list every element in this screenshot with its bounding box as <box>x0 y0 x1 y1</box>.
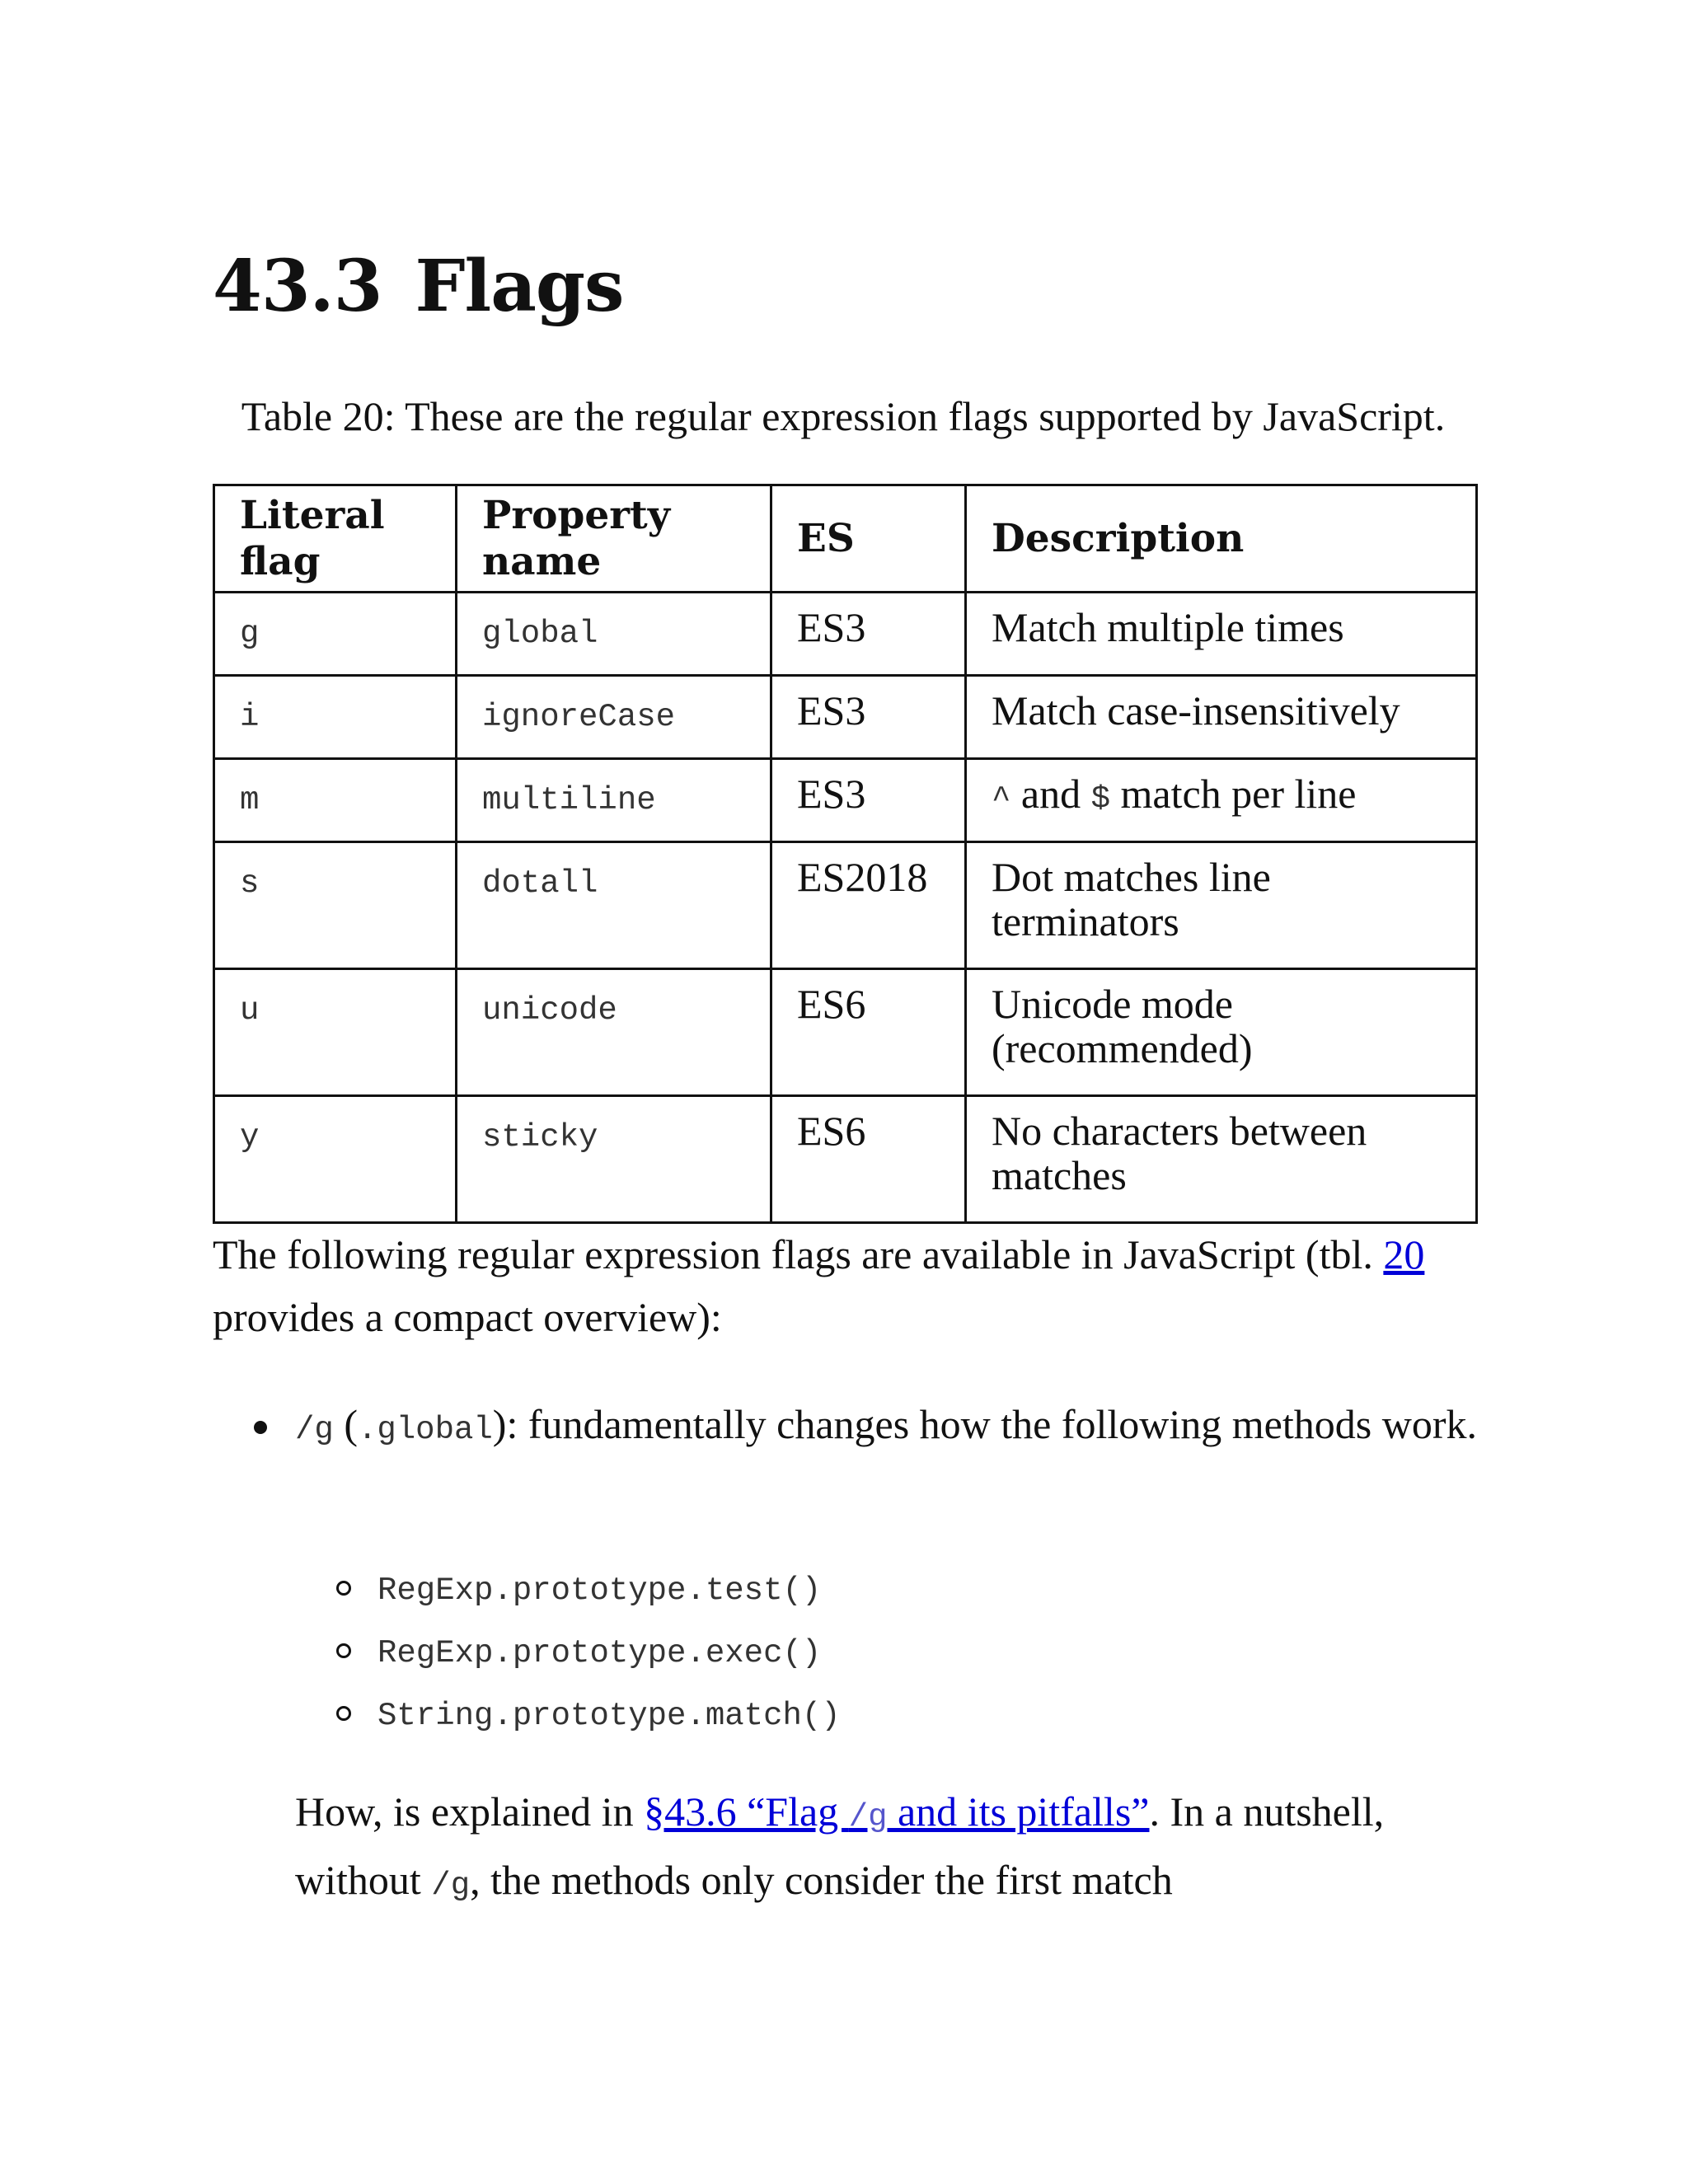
desc-rest: match per line <box>1110 771 1357 817</box>
cell-description: Match case-insensitively <box>966 676 1477 759</box>
desc-and: and <box>1010 771 1091 817</box>
link-text-start: §43.6 “Flag <box>644 1788 849 1835</box>
section-title: Flags <box>415 245 624 328</box>
list-item <box>336 1683 841 1746</box>
cell-property: sticky <box>457 1096 771 1223</box>
section-43-6-link[interactable] <box>644 1788 1149 1835</box>
list-item <box>336 1558 841 1620</box>
header-literal-flag: Literal flag <box>214 485 457 593</box>
header-description: Description <box>966 485 1477 593</box>
cell-description: No characters between matches <box>966 1096 1477 1223</box>
bullet-description: ): fundamentally changes how the following methods work. <box>492 1401 1477 1447</box>
global-flag-bullet <box>254 1393 1507 1461</box>
cell-description: Dot matches line terminators <box>966 842 1477 969</box>
section-number: 43.3 <box>213 245 382 328</box>
cell-es: ES3 <box>771 759 966 842</box>
cell-flag: u <box>214 969 457 1096</box>
method-name: String.prototype.match() <box>377 1698 841 1734</box>
table-row <box>214 759 1477 842</box>
cell-description: Unicode mode (recommended) <box>966 969 1477 1096</box>
flag-g-code: /g <box>295 1412 334 1448</box>
cell-flag: g <box>214 593 457 676</box>
intro-text-end: provides a compact overview): <box>213 1294 722 1340</box>
cell-flag: m <box>214 759 457 842</box>
flags-table <box>213 484 1478 1224</box>
cell-es: ES3 <box>771 593 966 676</box>
paren-open: ( <box>333 1401 358 1447</box>
cell-property: global <box>457 593 771 676</box>
howto-text-mid: . In a nutshell, without <box>295 1788 1385 1903</box>
circle-bullet-icon <box>336 1706 351 1721</box>
howto-paragraph <box>295 1780 1498 1917</box>
table-header-row <box>214 485 1477 593</box>
header-es: ES <box>771 485 966 593</box>
table-caption: Table 20: These are the regular expression flags supported by JavaScript. <box>241 393 1446 439</box>
cell-es: ES6 <box>771 1096 966 1223</box>
cell-property: ignoreCase <box>457 676 771 759</box>
cell-flag: y <box>214 1096 457 1223</box>
method-name: RegExp.prototype.exec() <box>377 1635 822 1671</box>
table-row <box>214 593 1477 676</box>
methods-list <box>336 1558 841 1746</box>
howto-text-end: , the methods only consider the first match <box>470 1857 1173 1903</box>
table-row <box>214 676 1477 759</box>
intro-text: The following regular expression flags are available in JavaScript (tbl. <box>213 1231 1384 1277</box>
howto-text: How, is explained in <box>295 1788 645 1835</box>
link-code: /g <box>848 1799 888 1835</box>
cell-property: unicode <box>457 969 771 1096</box>
cell-es: ES6 <box>771 969 966 1096</box>
table-row <box>214 1096 1477 1223</box>
link-text-end: and its pitfalls” <box>887 1788 1150 1835</box>
method-name: RegExp.prototype.test() <box>377 1572 822 1609</box>
cell-description: Match multiple times <box>966 593 1477 676</box>
cell-property: multiline <box>457 759 771 842</box>
intro-paragraph <box>213 1223 1498 1348</box>
table-row <box>214 969 1477 1096</box>
bullet-text <box>295 1393 1507 1461</box>
cell-es: ES2018 <box>771 842 966 969</box>
circle-bullet-icon <box>336 1643 351 1658</box>
cell-description <box>966 759 1477 842</box>
cell-flag: s <box>214 842 457 969</box>
cell-es: ES3 <box>771 676 966 759</box>
global-prop-code: .global <box>357 1412 493 1448</box>
header-property-name: Property name <box>457 485 771 593</box>
cell-property: dotall <box>457 842 771 969</box>
circle-bullet-icon <box>336 1581 351 1596</box>
section-heading <box>213 245 624 328</box>
dollar-code: $ <box>1090 781 1111 818</box>
caret-code: ^ <box>992 781 1011 818</box>
table-row <box>214 842 1477 969</box>
cell-flag: i <box>214 676 457 759</box>
list-item <box>336 1620 841 1683</box>
bullet-dot-icon <box>254 1421 267 1434</box>
inline-g-code: /g <box>431 1868 471 1904</box>
table-20-link[interactable]: 20 <box>1383 1231 1425 1277</box>
